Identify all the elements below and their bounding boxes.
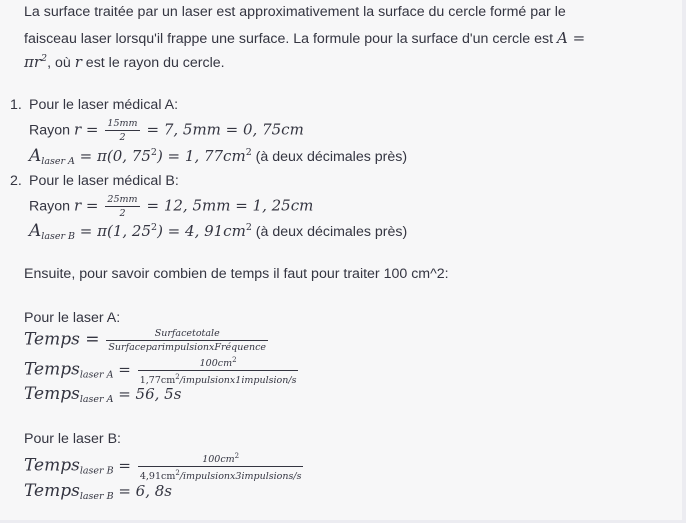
numerator-value: 100cm <box>202 454 235 465</box>
area-note: (à deux décimales près) <box>251 149 408 165</box>
fraction-numerator: 15mm <box>107 118 138 129</box>
item-2-title: Pour le laser médical B: <box>29 173 179 189</box>
laser-a-temps-formula <box>24 328 271 353</box>
area-exponent: 2 <box>151 222 158 233</box>
result-var: Temps <box>24 384 80 404</box>
result-value: = 6, 8s <box>113 482 172 500</box>
intro-text-3b: est le rayon du cercle. <box>81 55 225 71</box>
temps-formula-lhs: Temps = <box>24 329 100 350</box>
item-1-rayon <box>29 118 304 143</box>
item-1-title: Pour le laser médical A: <box>29 97 179 113</box>
fraction-numerator <box>138 451 304 467</box>
fraction-denominator: SurfaceparimpulsionxFréquence <box>108 342 267 353</box>
laser-b-title: Pour le laser B: <box>24 431 121 447</box>
item-2-area <box>29 221 407 242</box>
area-unit-exponent: 2 <box>245 222 252 233</box>
result-subscript: laser A <box>79 394 114 405</box>
list-number-2: 2. <box>10 173 22 189</box>
numerator-exponent: 2 <box>234 452 240 460</box>
rayon-label: Rayon <box>29 122 74 139</box>
fraction-denominator <box>138 467 304 482</box>
laser-a-result <box>24 384 181 405</box>
formula-area-lhs: A = <box>557 29 586 47</box>
temps-var: Temps <box>24 455 80 476</box>
temps-formula-fraction <box>106 328 268 353</box>
transition-text: Ensuite, pour savoir combien de temps il faut pour traiter 100 cm^2: <box>24 266 449 282</box>
intro-line-2 <box>24 29 585 47</box>
item-1-area <box>29 146 407 167</box>
area-unit-exponent: 2 <box>245 147 252 158</box>
denominator-value: 4,91cm <box>139 471 176 482</box>
area-subscript: laser B <box>41 231 76 242</box>
result-subscript: laser B <box>79 491 114 502</box>
window-edge-right <box>682 0 686 523</box>
rayon-rhs: = 7, 5mm = 0, 75cm <box>146 120 304 139</box>
laser-b-result <box>24 481 172 502</box>
rayon-label: Rayon <box>29 198 74 215</box>
rayon-lhs: r = <box>73 196 99 215</box>
temps-var: Temps <box>24 359 80 380</box>
result-value: = 56, 5s <box>113 385 182 403</box>
denominator-value: 1,77cm <box>139 375 176 386</box>
fraction-denominator: 2 <box>119 208 126 219</box>
denominator-rest: /impulsionx3impulsions/s <box>179 471 302 482</box>
formula-exponent: 2 <box>41 53 48 64</box>
area-result: ) = 4, 91cm <box>157 222 246 240</box>
list-number-1: 1. <box>10 97 22 113</box>
area-result: ) = 1, 77cm <box>156 147 246 165</box>
fraction-numerator: Surfacetotale <box>106 328 268 341</box>
laser-a-temps-calc <box>24 355 301 386</box>
laser-a-title: Pour le laser A: <box>24 310 121 326</box>
fraction-numerator: 25mm <box>107 194 138 205</box>
area-note: (à deux décimales près) <box>251 224 408 240</box>
intro-line-1 <box>24 4 566 20</box>
area-expr: = π(0, 75 <box>74 147 151 165</box>
rayon-fraction <box>105 118 139 143</box>
intro-line-3 <box>24 53 225 71</box>
temps-subscript: laser B <box>79 465 114 477</box>
temps-calc-fraction <box>138 451 304 482</box>
laser-b-temps-calc <box>24 451 306 482</box>
area-var: A <box>29 221 42 241</box>
formula-pi-r: πr <box>24 53 42 71</box>
area-var: A <box>29 146 42 166</box>
item-2-rayon <box>29 194 313 219</box>
intro-text-2: faisceau laser lorsqu'il frappe une surface. La formule pour la surface d'un cercle est <box>24 31 558 47</box>
area-exponent: 2 <box>150 147 157 158</box>
formula-r: r <box>74 53 82 71</box>
denominator-exponent: 2 <box>175 469 180 477</box>
fraction-denominator: 2 <box>119 132 126 143</box>
rayon-lhs: r = <box>73 120 99 139</box>
area-expr: = π(1, 25 <box>75 222 152 240</box>
result-var: Temps <box>24 481 80 501</box>
denominator-exponent: 2 <box>175 373 180 381</box>
temps-subscript: laser A <box>79 369 114 381</box>
rayon-rhs: = 12, 5mm = 1, 25cm <box>146 196 314 215</box>
equals-sign: = <box>113 360 131 379</box>
numerator-value: 100cm <box>199 358 233 369</box>
equals-sign: = <box>113 456 131 475</box>
temps-calc-fraction <box>138 355 299 386</box>
rayon-fraction <box>105 194 139 219</box>
intro-text-1: La surface traitée par un laser est approximativement la surface du cercle formé par le <box>24 4 566 20</box>
denominator-rest: /impulsionx1impulsion/s <box>179 375 297 386</box>
numerator-exponent: 2 <box>232 356 237 364</box>
intro-text-3a: , où <box>47 55 75 71</box>
area-subscript: laser A <box>41 156 75 167</box>
fraction-numerator <box>138 355 299 371</box>
